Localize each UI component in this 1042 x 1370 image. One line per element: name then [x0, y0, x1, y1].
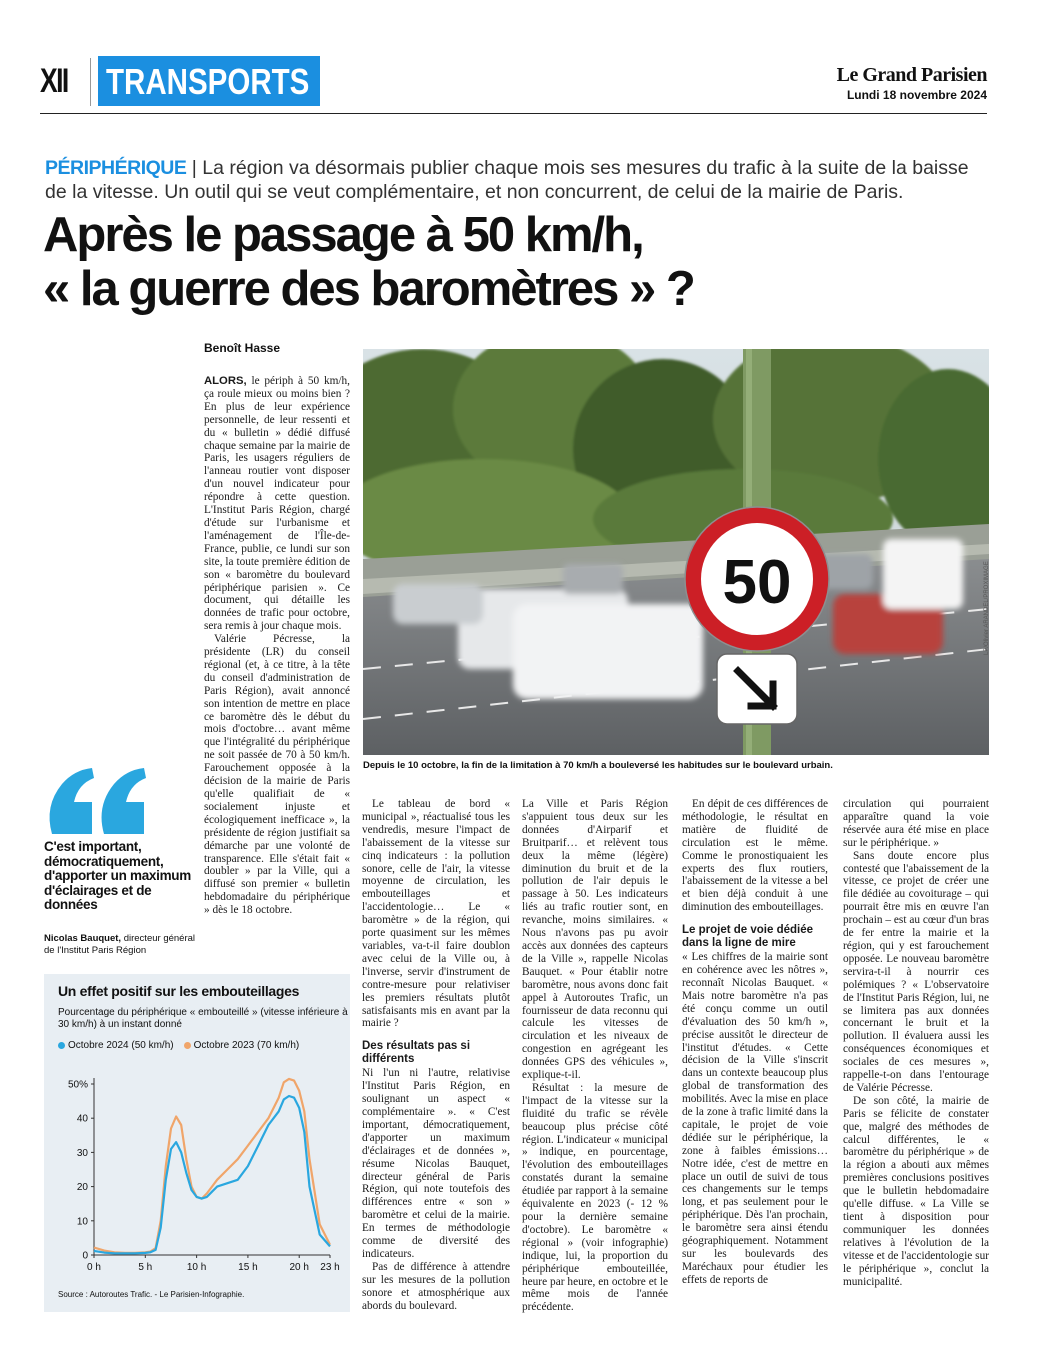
section-title: TRANSPORTS — [106, 61, 310, 102]
paragraph: En dépit de ces différences de méthodologie, le résultat en matière de fluidité de circulation est le même. Comme le pronostiquaient les experts des flux routiers, l'abaissement de la vitesse a bel et bien déjà conduit à une diminution des embouteillages. — [682, 798, 828, 914]
headline-line-1: Après le passage à 50 km/h, — [43, 208, 643, 262]
chart-title: Un effet positif sur les embouteillages — [58, 983, 300, 999]
photo-caption: Depuis le 10 octobre, la fin de la limitation à 70 km/h a bouleversé les habitudes sur le boulevard urbain. — [363, 760, 833, 771]
legend-item-2023: Octobre 2023 (70 km/h) — [184, 1040, 300, 1051]
headline — [43, 208, 993, 316]
y-tick-label: 20 — [76, 1182, 88, 1194]
article-photo — [363, 349, 989, 755]
series-line — [94, 1079, 330, 1253]
page-number: XII — [40, 62, 68, 100]
subheading: Des résultats pas si différents — [362, 1040, 471, 1065]
paragraph: Pas de différence à attendre sur les mesures de la pollution sonore et atmosphérique aux abords du boulevard. — [362, 1260, 510, 1312]
speed-sign-value: 50 — [722, 548, 792, 617]
y-tick-label: 40 — [76, 1113, 88, 1125]
y-tick-label: 50% — [67, 1079, 88, 1091]
quote-author-title: directeur général de l'Institut Paris Région — [44, 933, 196, 956]
paragraph: circulation qui pourraient apparaître quand la voie réservée aura été mise en place sur le périphérique. » — [843, 798, 989, 849]
speed-sign-photo — [363, 349, 989, 755]
paragraph: « Les chiffres de la mairie sont en cohérence avec les nôtres », reconnaît Nicolas Bauquet. « Mais notre baromètre n'a pas été conçu comme un outil d'évaluation des 50 km/h », précise aussitôt le directeur de l'institut d'études. « Cette décision de la Ville s'inscrit dans un contexte beaucoup plus global de transformation des mobilités. Avec la mise en place de la zone à trafic limité dans la capitale, le projet de voie dédiée sur le périphérique, la zone à faibles émissions… Notre idée, c'est de mettre en place un outil de suivi de tous ces changements sur le temps long, et pas seulement pour le périphérique. Dès l'an prochain, le baromètre sera ainsi étendu géographiquement. Notamment sur les boulevards des Maréchaux pour étudier les effets de reports de — [682, 951, 828, 1286]
paragraph: Sans doute encore plus contesté que l'abaissement de la vitesse, ce projet de créer une file dédiée au covoiturage – qui pourrait être mis en œuvre l'an prochain – est au cœur d'un bras de fer entre la mairie et la région, qui y est farouchement opposée. Le nouveau baromètre servira-t-il à nourrir ces polémiques ? « L'observatoire de l'Institut Paris Région, lui, ne se limitera pas aux données concernant le bruit et la pollution. Il évaluera aussi les conséquences économiques et sociales de ces mesures », rappelle-t-on dans l'entourage de Valérie Pécresse. — [843, 849, 989, 1094]
series-line — [94, 1096, 330, 1253]
standfirst-text: La région va désormais publier chaque mois ses mesures du trafic à la suite de la baisse de la vitesse. Un outil qui se veut complémentaire, et non concurrent, de celui de la mairie de Paris. — [45, 157, 969, 203]
masthead — [837, 64, 987, 102]
paragraph: La Ville et Paris Région s'appuient tous deux sur les données d'Airparif et Bruitparif… et relèvent tous deux la même (légère) diminution du bruit et de la pollution de l'air depuis le passage à 50. Les indicateurs liés au trafic routier sont, en revanche, moins similaires. « Nous n'avons pas pu avoir accès aux données des capteurs de la Ville », rappelle Nicolas Bauquet. « Pour établir notre baromètre, nous avons donc fait appel à Autoroutes Trafic, un fournisseur de data reconnu qui calcule les vitesses de circulation et les niveaux de congestion en agrégeant les données GPS des véhicules », explique-t-il. — [522, 798, 668, 1082]
headline-line-2: « la guerre des baromètres » ? — [43, 262, 694, 316]
paragraph: Ni l'un ni l'autre, relativise l'Institut Paris Région, en soulignant un aspect « complémentaire ». « C'est important, démocratiquement, d'apporter un maximum d'éclairages et de données », résume Nicolas Bauquet, directeur général de Paris Région, qui note toutefois des différences entre « son » baromètre et celui de la mairie. En termes de méthodologie comme de diversité des indicateurs. — [362, 1067, 510, 1260]
standfirst — [45, 156, 995, 204]
article-column-5 — [843, 798, 989, 1288]
issue-date: Lundi 18 novembre 2024 — [846, 88, 987, 102]
section-banner — [98, 56, 320, 106]
quote-author — [44, 933, 204, 957]
y-tick-label: 30 — [76, 1147, 88, 1159]
legend-item-2024: Octobre 2024 (50 km/h) — [58, 1040, 174, 1051]
quotation-mark-icon — [44, 766, 154, 836]
y-tick-label: 10 — [76, 1216, 88, 1228]
line-chart — [44, 974, 350, 1312]
paragraph: Le tableau de bord « municipal », réactualisé tous les vendredis, mesure l'impact de l'abaissement de la vitesse sur cinq indicateurs : la pollution sonore, celle de l'air, la vitesse moyenne de circulation, les embouteillages et l'accidentologie… Le « baromètre » de la région, qui porte quasiment sur les mêmes variables, va-t-il faire doublon avec celui de la Ville ou, à l'inverse, servir d'instrument de contre-mesure pour relativiser les premiers résultats plutôt satisfaisants mis en avant par la mairie ? — [362, 798, 510, 1030]
x-tick-label: 15 h — [238, 1262, 258, 1273]
kicker-separator: | — [186, 157, 203, 179]
photo-credit: LP/Olivier ARANDEL/PROXIMAGE — [984, 561, 990, 655]
x-tick-label: 10 h — [186, 1262, 207, 1273]
quote-author-name: Nicolas Bauquet, — [44, 933, 122, 944]
chart-subtitle: Pourcentage du périphérique « embouteillé » (vitesse inférieure à 30 km/h) à un instant donné — [58, 1007, 348, 1030]
paragraph: De son côté, la mairie de Paris se félicite de constater que, malgré des méthodes de calcul différentes, le « baromètre du périphérique » de la région a abouti aux mêmes premières conclusions positives que le bulletin hebdomadaire qu'elle diffuse. « La Ville se tient à disposition pour communiquer les données relatives à l'évolution de la vitesse et de l'accidentologie sur le périphérique », conclut la municipalité. — [843, 1094, 989, 1288]
article-column-3 — [522, 798, 668, 1314]
article-column-2 — [362, 798, 510, 1313]
x-tick-label: 20 h — [289, 1262, 309, 1273]
paragraph: Résultat : la mesure de l'impact de la vitesse sur la fluidité du trafic se révèle beaucoup plus précise côté région. L'indicateur « municipal » indique, en pourcentage, l'évolution des embouteillages constatés durant la semaine étudiée par rapport à la semaine équivalente en 2023 (- 12 % pour la dernière semaine d'octobre). Le baromètre « régional » (voir infographie) indique, lui, la proportion du périphérique embouteillée, heure par heure, en octobre et le même mois de l'année précédente. — [522, 1081, 668, 1314]
byline: Benoît Hasse — [204, 341, 281, 355]
article-column-4 — [682, 798, 828, 1287]
x-tick-label: 0 h — [87, 1262, 101, 1273]
x-tick-label: 23 h — [320, 1262, 340, 1273]
x-tick-label: 5 h — [138, 1262, 153, 1273]
chart-source: Source : Autoroutes Trafic. - Le Parisien-Infographie. — [58, 1290, 245, 1299]
lead-word: ALORS, — [204, 375, 247, 387]
header-rule — [40, 113, 987, 114]
pull-quote: C'est important, démocratiquement, d'apporter un maximum d'éclairages et de données — [44, 839, 191, 912]
newspaper-name: Le Grand Parisien — [836, 64, 987, 86]
paragraph: Valérie Pécresse, la présidente (LR) du conseil régional (et, à ce titre, à la tête du conseil d'administration de Paris Région), avait annoncé son intention de mettre en place ce baromètre dès le début du mois d'octobre… avant même que l'intégralité du périphérique ne soit passée de 70 à 50 km/h. Farouchement opposée à la décision de la mairie de Paris qu'elle qualifiait de « socialement injuste et écologiquement inefficace », la présidente de région justifiait sa démarche par une volonté de transparence. Elle s'était fait « doubler » par la Ville, qui a diffusé son premier « bulletin hebdomadaire du périphérique » dès le 18 octobre. — [204, 633, 350, 917]
infographic — [44, 974, 350, 1312]
y-tick-label: 0 — [82, 1250, 88, 1262]
kicker: PÉRIPHÉRIQUE — [45, 157, 187, 179]
subheading: Le projet de voie dédiée dans la ligne de mire — [682, 924, 814, 949]
header-divider — [90, 58, 91, 106]
article-column-1 — [204, 375, 350, 917]
paragraph: ALORS, le périph à 50 km/h, ça roule mieux ou moins bien ? En plus de leur expérience personnelle, de leur ressenti et du « bulletin » dédié diffusé chaque semaine par la mairie de Paris, les usagers réguliers de l'anneau routier vont disposer d'un nouvel indicateur pour répondre à cette question. L'Institut Paris Région, chargé d'étude sur l'urbanisme et l'aménagement de l'Île-de-France, publie, ce lundi sur son site, la toute première édition de son « baromètre du boulevard périphérique parisien ». Ce document, qui détaille les données de trafic pour octobre, sera remis à jour chaque mois. — [204, 375, 350, 633]
